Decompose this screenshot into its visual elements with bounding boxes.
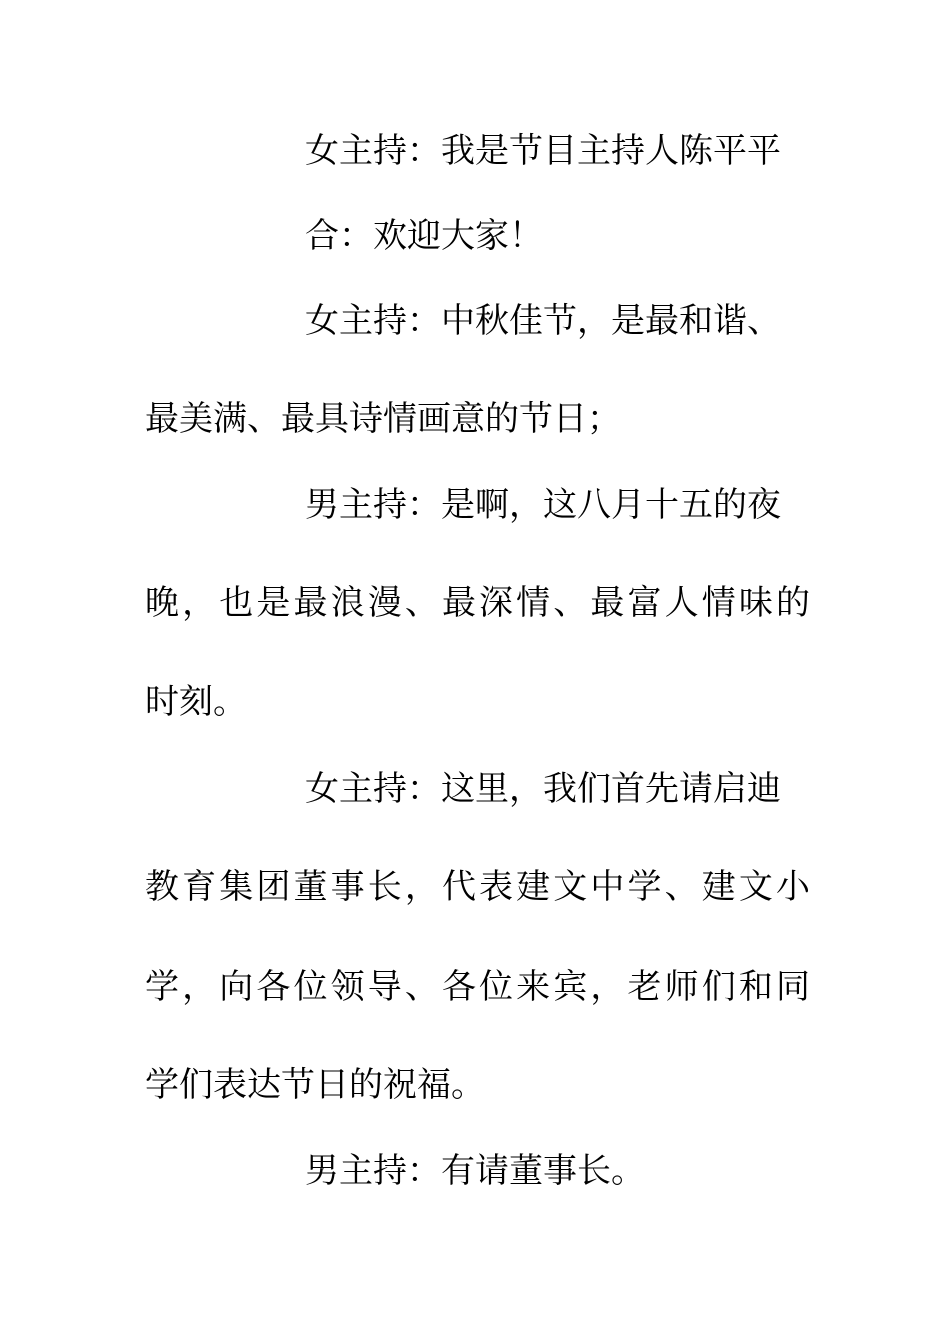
text-line-1: 女主持：我是节目主持人陈平平 [305,131,781,171]
text-line-6: 晚，也是最浪漫、最深情、最富人情味的 [145,583,810,623]
text-line-8: 女主持：这里，我们首先请启迪 [305,769,781,809]
text-line-3: 女主持：中秋佳节，是最和谐、 [305,301,781,341]
text-line-9: 教育集团董事长，代表建文中学、建文小 [145,867,810,907]
text-line-7: 时刻。 [145,682,247,722]
text-line-11: 学们表达节日的祝福。 [145,1065,485,1105]
text-line-2: 合：欢迎大家！ [305,216,543,256]
text-line-10: 学，向各位领导、各位来宾，老师们和同 [145,967,810,1007]
text-line-12: 男主持：有请董事长。 [305,1151,645,1191]
text-line-5: 男主持：是啊，这八月十五的夜 [305,485,781,525]
text-line-4: 最美满、最具诗情画意的节日； [145,399,621,439]
